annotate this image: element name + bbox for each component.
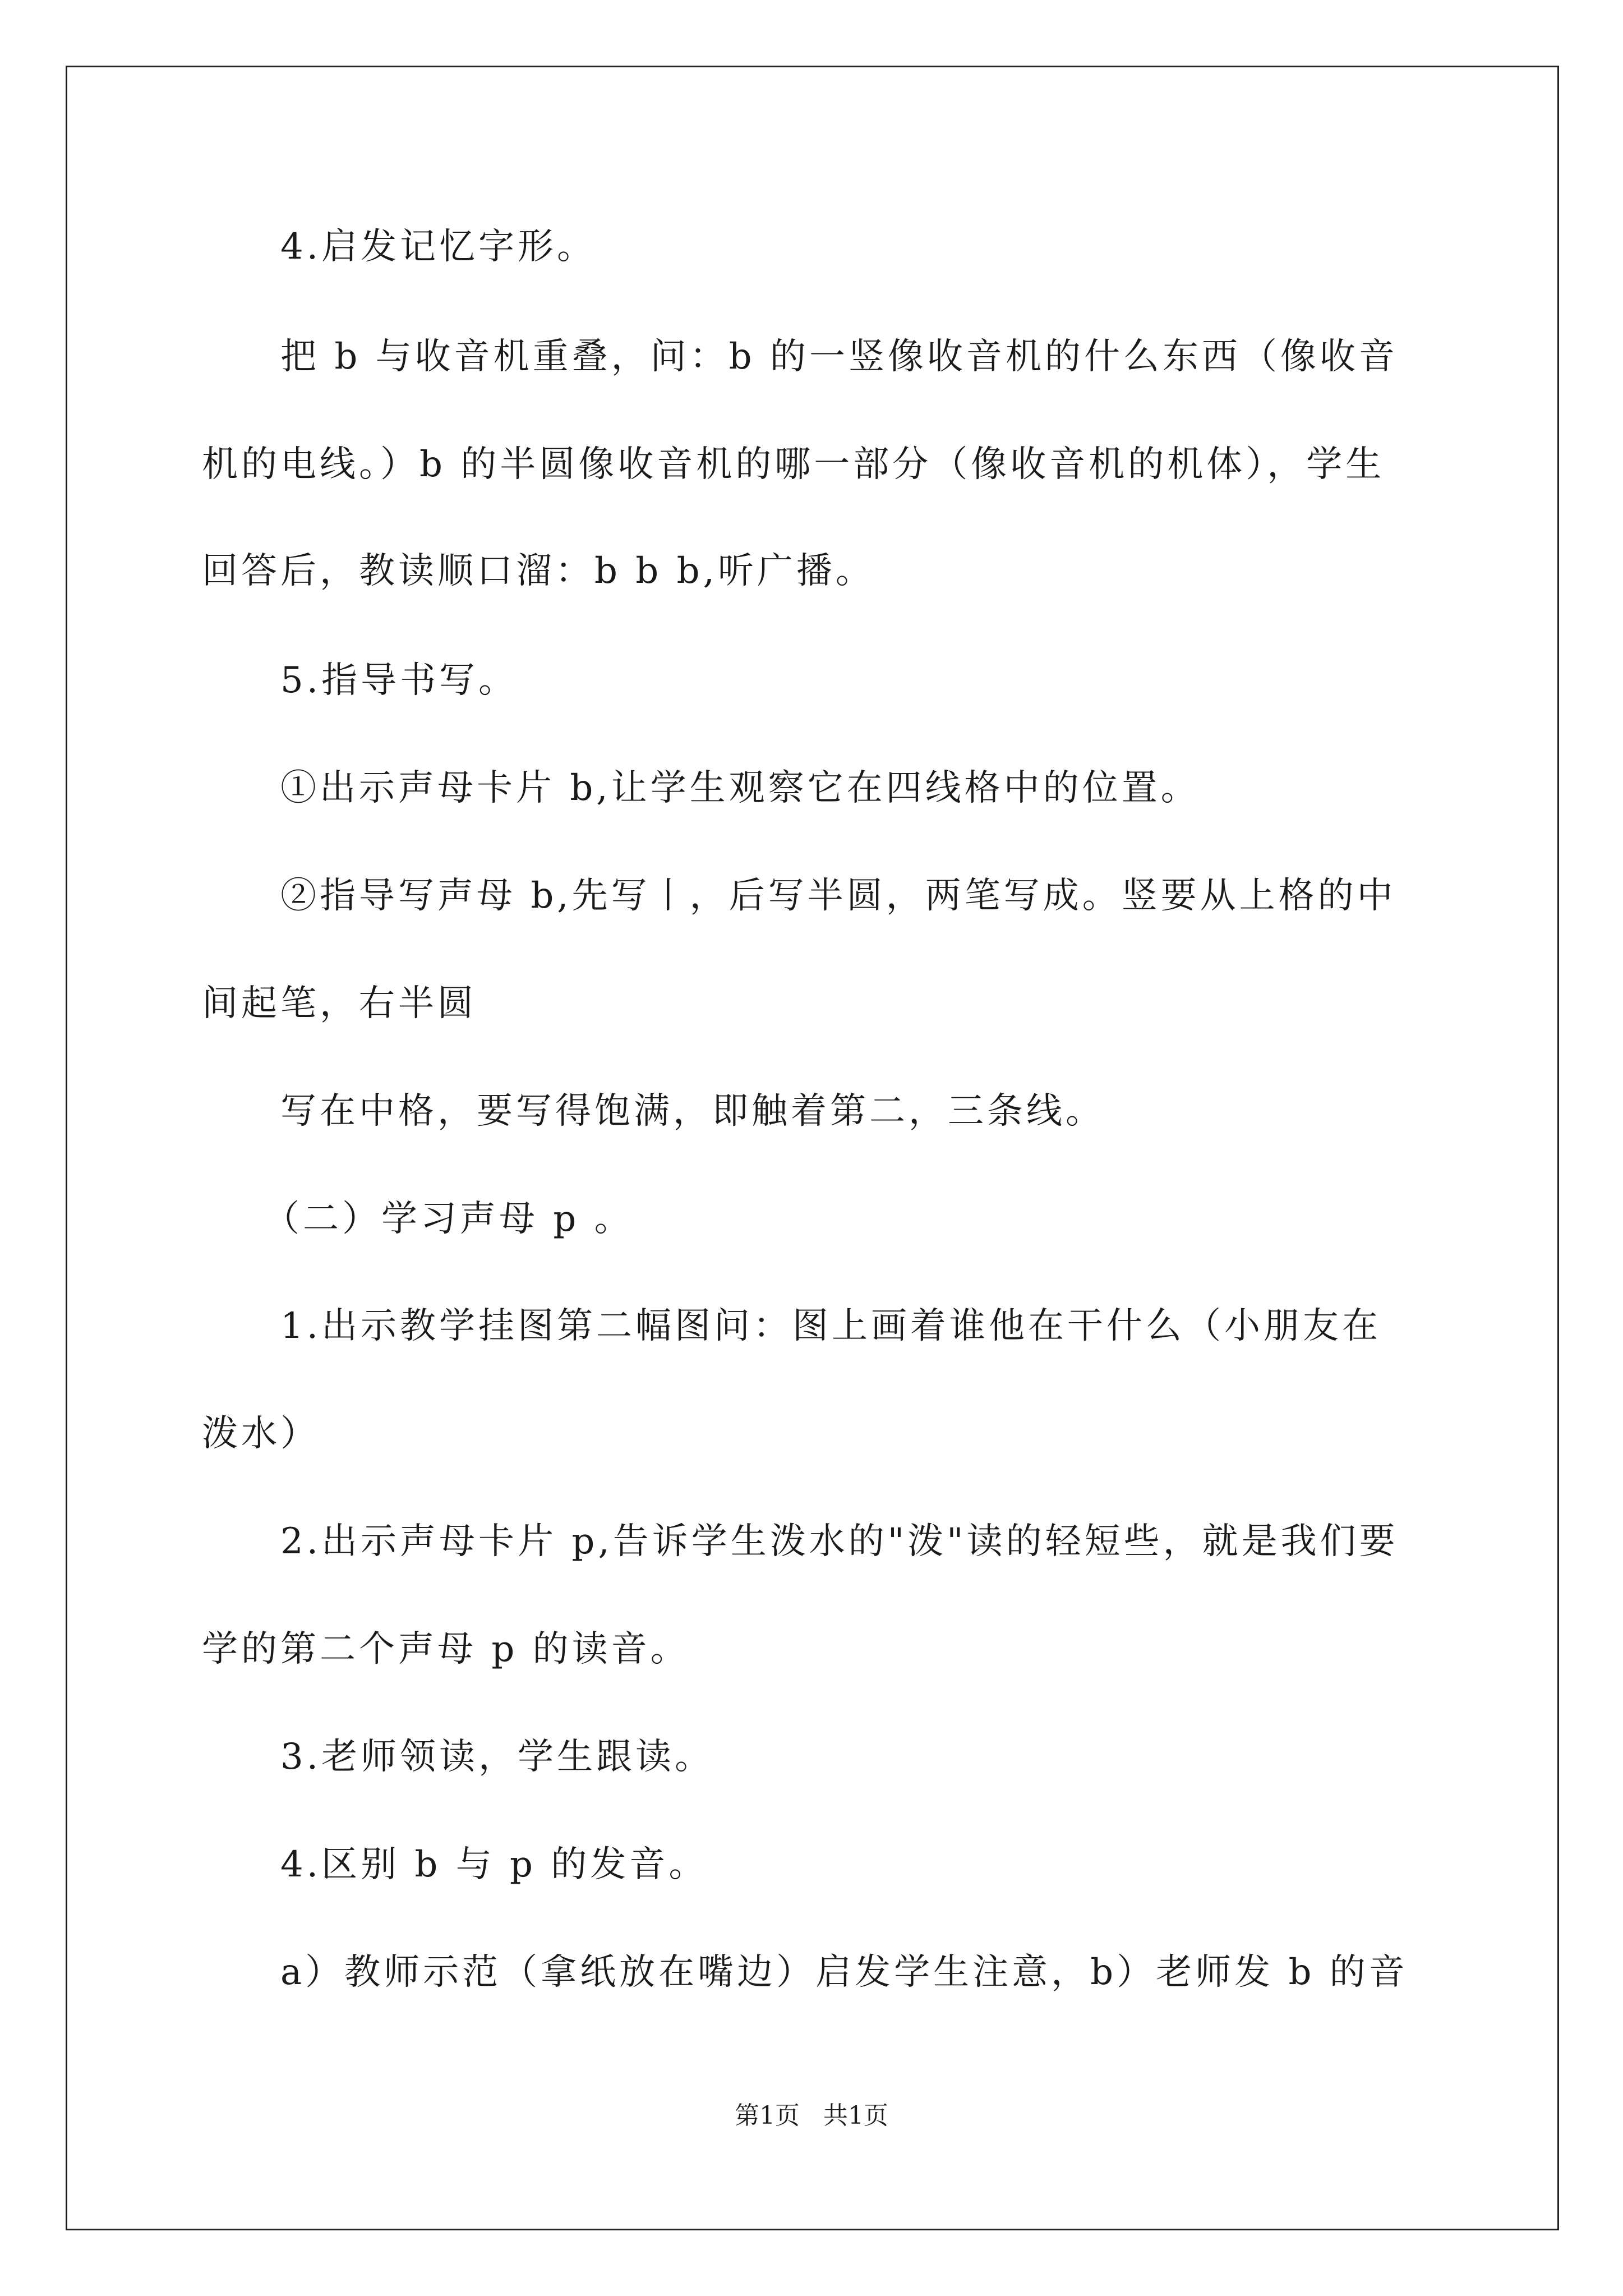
paragraph-line: 4.区别 b 与 p 的发音。 (280, 1844, 708, 1885)
paragraph-line: ②指导写声母 b,先写丨，后写半圆，两笔写成。竖要从上格的中 (280, 875, 1396, 917)
paragraph-line: 写在中格，要写得饱满，即触着第二，三条线。 (280, 1091, 1105, 1132)
paragraph-line: 机的电线。）b 的半圆像收音机的哪一部分（像收音机的机体），学生 (202, 444, 1385, 485)
paragraph-line: 3.老师领读，学生跟读。 (280, 1736, 714, 1778)
section-heading: （二）学习声母 p 。 (264, 1198, 634, 1240)
paragraph-line: 间起笔，右半圆 (202, 983, 477, 1024)
paragraph-line: 2.出示声母卡片 p,告诉学生泼水的"泼"读的轻短些，就是我们要 (280, 1521, 1399, 1562)
paragraph-line: a）教师示范（拿纸放在嘴边）启发学生注意，b）老师发 b 的音 (280, 1952, 1408, 1993)
page-footer: 第1页 共1页 (735, 2101, 888, 2130)
paragraph-line: 5.指导书写。 (280, 660, 518, 701)
paragraph-line: 把 b 与收音机重叠，问：b 的一竖像收音机的什么东西（像收音 (280, 336, 1398, 378)
paragraph-line: 学的第二个声母 p 的读音。 (202, 1628, 690, 1670)
page-border (66, 66, 1559, 2230)
paragraph-line: 1.出示教学挂图第二幅图问：图上画着谁他在干什么（小朋友在 (280, 1305, 1382, 1347)
paragraph-line: 回答后，教读顺口溜：b b b,听广播。 (202, 550, 875, 592)
paragraph-line: 4.启发记忆字形。 (280, 226, 597, 268)
paragraph-line: ①出示声母卡片 b,让学生观察它在四线格中的位置。 (280, 767, 1200, 809)
paragraph-line: 泼水） (202, 1413, 320, 1455)
